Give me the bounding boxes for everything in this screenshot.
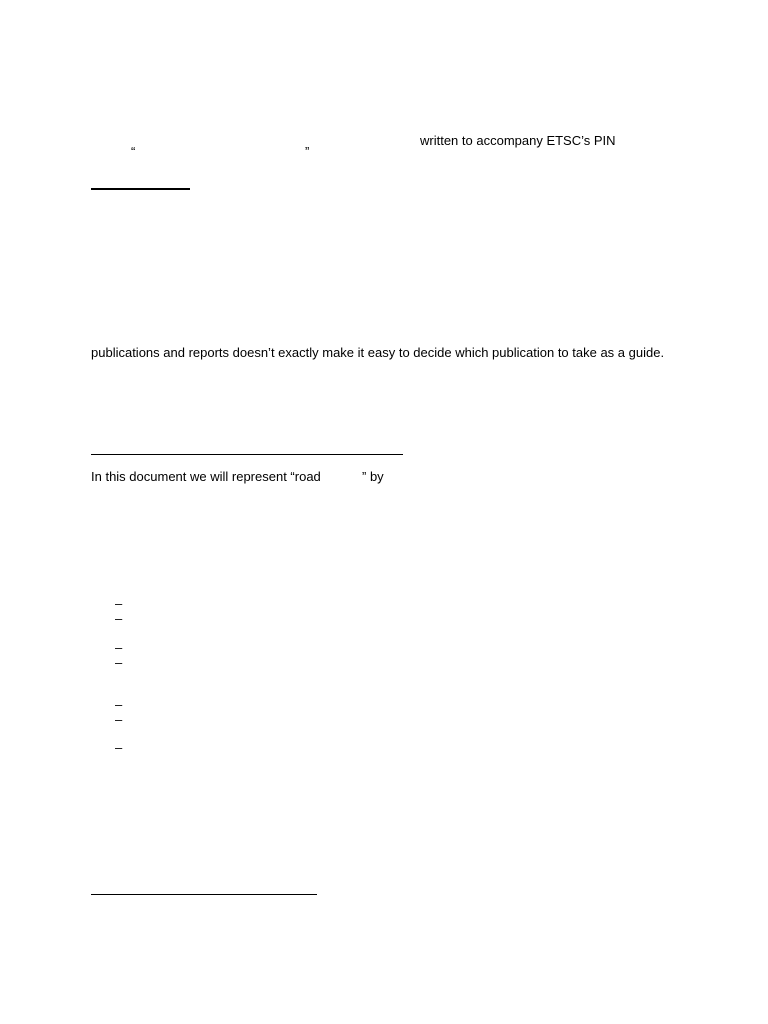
publications-sentence: publications and reports doesn’t exactly make it easy to decide which publication to take as a guide. (91, 345, 665, 360)
section-divider-line (91, 454, 403, 455)
dash-bullet: – (115, 697, 123, 712)
dash-bullet: – (115, 611, 123, 626)
open-quote-mark: “ (131, 144, 136, 159)
dash-bullet: – (115, 740, 123, 755)
dash-bullet: – (115, 640, 123, 655)
intro-fragment-text: written to accompany ETSC’s PIN (420, 133, 616, 148)
dash-bullet: – (115, 596, 123, 611)
close-quote-mark: ” (305, 144, 310, 159)
represent-sentence-end: ” by (362, 469, 384, 484)
footnote-separator-line (91, 894, 317, 895)
dash-bullet: – (115, 712, 123, 727)
dash-bullet: – (115, 655, 123, 670)
heading-underline (91, 188, 190, 190)
represent-sentence-start: In this document we will represent “road (91, 469, 321, 484)
